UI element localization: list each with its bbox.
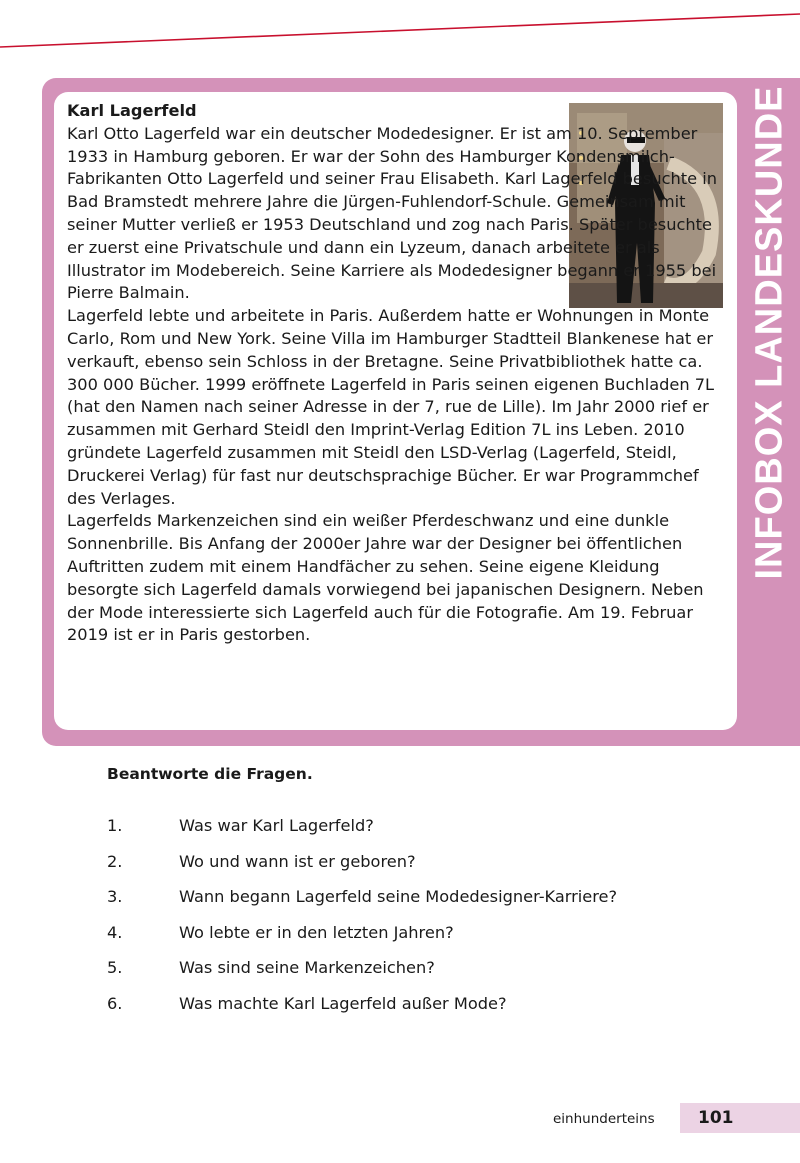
question-text: Wann begann Lagerfeld seine Modedesigner-Karriere? <box>179 887 618 906</box>
question-text: Wo und wann ist er geboren? <box>179 851 416 871</box>
question-number: 5. <box>107 958 123 977</box>
question-item <box>107 923 707 959</box>
question-number: 6. <box>107 993 123 1013</box>
question-item <box>107 958 707 994</box>
question-number: 1. <box>107 816 123 835</box>
question-text: Was machte Karl Lagerfeld außer Mode? <box>179 993 507 1013</box>
article-heading: Karl Lagerfeld <box>67 101 197 120</box>
article-paragraph-1: Karl Otto Lagerfeld war ein deutscher Modedesigner. Er ist am 10. September 1933 in Hamburg geboren. Er war der Sohn des Hamburger Kondensmilch-Fabrikanten Otto Lagerfeld und seiner Frau Elisabeth. Karl Lagerfeld besuchte in Bad Bramstedt mehrere Jahre die Jürgen-Fuhlendorf-Schule. Gemeinsam mit seiner Mutter verließ er 1953 Deutschland und zog nach Paris. Später besuchte er zuerst eine Privatschule und dann ein Lyzeum, danach arbeitete er als Illustrator im Modebereich. Seine Karriere als Modedesigner begann er 1955 bei Pierre Balmain. <box>67 123 717 303</box>
question-item <box>107 816 707 852</box>
article-text <box>67 100 717 647</box>
question-number: 2. <box>107 851 123 871</box>
question-list <box>107 816 707 1029</box>
infobox-side-title <box>740 84 800 580</box>
question-item <box>107 887 707 923</box>
top-rule-line <box>0 0 800 60</box>
question-item <box>107 852 707 888</box>
infobox-title-text: INFOBOX LANDESKUNDE <box>748 84 791 580</box>
article-paragraph-3: Lagerfelds Markenzeichen sind ein weißer Pferdeschwanz und eine dunkle Sonnenbrille. Bis Anfang der 2000er Jahre war der Designer bei öffentlichen Auftritten zudem mit einem Handfächer zu sehen. Seine eigene Kleidung besorgte sich Lagerfeld damals vorwiegend bei japanischen Designern. Neben der Mode interessierte sich Lagerfeld auch für die Fotografie. Am 19. Februar 2019 ist er in Paris gestorben. <box>67 511 704 645</box>
questions-title: Beantworte die Fragen. <box>107 765 313 783</box>
question-number: 3. <box>107 887 123 906</box>
question-text: Was war Karl Lagerfeld? <box>179 816 374 835</box>
question-text: Wo lebte er in den letzten Jahren? <box>179 922 454 942</box>
article-paragraph-2: Lagerfeld lebte und arbeitete in Paris. Außerdem hatte er Wohnungen in Monte Carlo, Rom und New York. Seine Villa im Hamburger Stadtteil Blankenese hat er verkauft, ebenso sein Schloss in der Bretagne. Seine Privatbibliothek hatte ca. 300 000 Bücher. 1999 eröffnete Lagerfeld in Paris seinen eigenen Buchladen 7L (hat den Namen nach seiner Adresse in der 7, rue de Lille). Im Jahr 2000 rief er zusammen mit Gerhard Steidl den Imprint-Verlag Edition 7L ins Leben. 2010 gründete Lagerfeld zusammen mit Steidl den LSD-Verlag (Lagerfeld, Steidl, Druckerei Verlag) für fast nur deutschsprachige Bücher. Er war Programmchef des Verlages. <box>67 306 715 508</box>
question-item <box>107 994 707 1030</box>
page-number: 101 <box>698 1108 734 1128</box>
question-number: 4. <box>107 922 123 942</box>
question-text: Was sind seine Markenzeichen? <box>179 958 435 977</box>
page-number-word: einhunderteins <box>553 1111 655 1127</box>
